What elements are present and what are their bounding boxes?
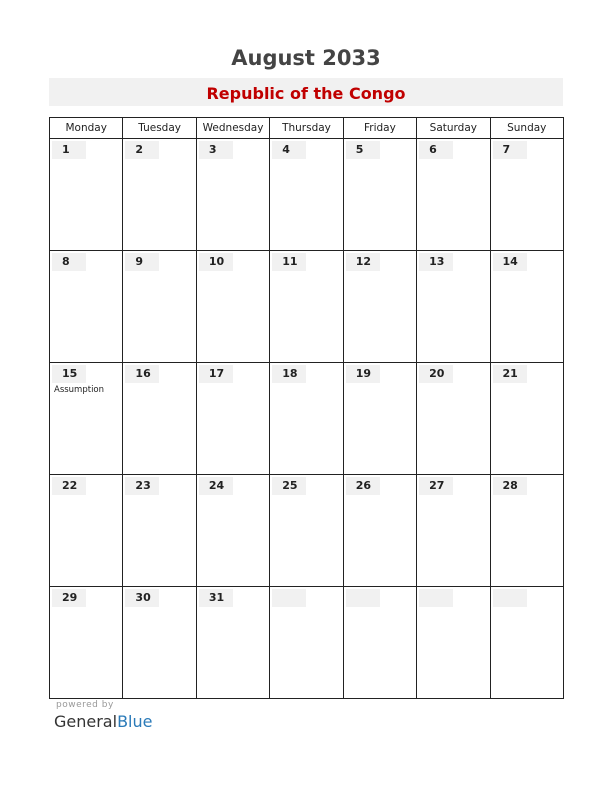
empty-day-placeholder	[272, 589, 306, 607]
day-cell	[270, 475, 343, 587]
day-number: 9	[125, 253, 159, 271]
empty-day-placeholder	[493, 589, 527, 607]
weekday-saturday: Saturday	[417, 118, 490, 139]
day-cell	[270, 363, 343, 475]
day-cell	[196, 475, 269, 587]
day-cell	[343, 363, 416, 475]
day-cell	[490, 475, 563, 587]
country-name: Republic of the Congo	[206, 84, 406, 103]
weekday-monday: Monday	[50, 118, 123, 139]
day-cell	[196, 363, 269, 475]
holiday-label: Assumption	[54, 385, 105, 395]
day-number: 11	[272, 253, 306, 271]
day-cell	[123, 363, 196, 475]
weekday-wednesday: Wednesday	[196, 118, 269, 139]
day-cell	[343, 139, 416, 251]
day-cell	[50, 139, 123, 251]
day-cell	[196, 587, 269, 699]
empty-day-placeholder	[419, 589, 453, 607]
calendar-title: August 2033	[231, 46, 381, 70]
week-row	[50, 587, 564, 699]
day-number: 28	[493, 477, 527, 495]
day-cell	[270, 139, 343, 251]
day-cell	[270, 251, 343, 363]
day-cell	[490, 363, 563, 475]
weekday-tuesday: Tuesday	[123, 118, 196, 139]
brand-general: General	[54, 712, 118, 731]
day-number: 30	[125, 589, 159, 607]
day-cell	[196, 251, 269, 363]
day-number: 10	[199, 253, 233, 271]
day-cell	[123, 251, 196, 363]
brand-logo[interactable]	[54, 712, 152, 731]
weekday-friday: Friday	[343, 118, 416, 139]
brand-blue: Blue	[117, 712, 153, 731]
day-number: 3	[199, 141, 233, 159]
day-number: 25	[272, 477, 306, 495]
day-number: 19	[346, 365, 380, 383]
day-number: 17	[199, 365, 233, 383]
day-cell	[417, 363, 490, 475]
day-number: 16	[125, 365, 159, 383]
day-number: 1	[52, 141, 86, 159]
day-cell	[417, 475, 490, 587]
day-number: 18	[272, 365, 306, 383]
day-number: 8	[52, 253, 86, 271]
day-number: 22	[52, 477, 86, 495]
day-cell	[50, 587, 123, 699]
week-row	[50, 139, 564, 251]
day-cell-empty	[490, 587, 563, 699]
day-cell	[50, 363, 123, 475]
day-number: 7	[493, 141, 527, 159]
day-number: 2	[125, 141, 159, 159]
day-number: 27	[419, 477, 453, 495]
day-number: 23	[125, 477, 159, 495]
day-number: 31	[199, 589, 233, 607]
day-number: 13	[419, 253, 453, 271]
day-number: 14	[493, 253, 527, 271]
day-cell	[196, 139, 269, 251]
week-row	[50, 251, 564, 363]
empty-day-placeholder	[346, 589, 380, 607]
day-number: 4	[272, 141, 306, 159]
day-number: 5	[346, 141, 380, 159]
day-cell	[490, 139, 563, 251]
day-number: 24	[199, 477, 233, 495]
day-cell	[123, 139, 196, 251]
day-cell	[50, 251, 123, 363]
day-cell	[123, 475, 196, 587]
day-cell	[123, 587, 196, 699]
day-cell-empty	[343, 587, 416, 699]
day-cell	[50, 475, 123, 587]
powered-by-text: powered by	[56, 700, 114, 710]
weekday-thursday: Thursday	[270, 118, 343, 139]
day-cell-empty	[270, 587, 343, 699]
day-number: 20	[419, 365, 453, 383]
day-cell	[417, 251, 490, 363]
day-cell	[343, 251, 416, 363]
day-number: 12	[346, 253, 380, 271]
weekday-sunday: Sunday	[490, 118, 563, 139]
day-number: 6	[419, 141, 453, 159]
day-cell	[343, 475, 416, 587]
week-row	[50, 363, 564, 475]
day-number: 29	[52, 589, 86, 607]
week-row	[50, 475, 564, 587]
day-cell	[417, 139, 490, 251]
day-number: 26	[346, 477, 380, 495]
calendar-grid	[49, 117, 564, 699]
day-number: 21	[493, 365, 527, 383]
day-number: 15	[52, 365, 86, 383]
weekday-header-row	[50, 118, 564, 139]
day-cell	[490, 251, 563, 363]
day-cell-empty	[417, 587, 490, 699]
